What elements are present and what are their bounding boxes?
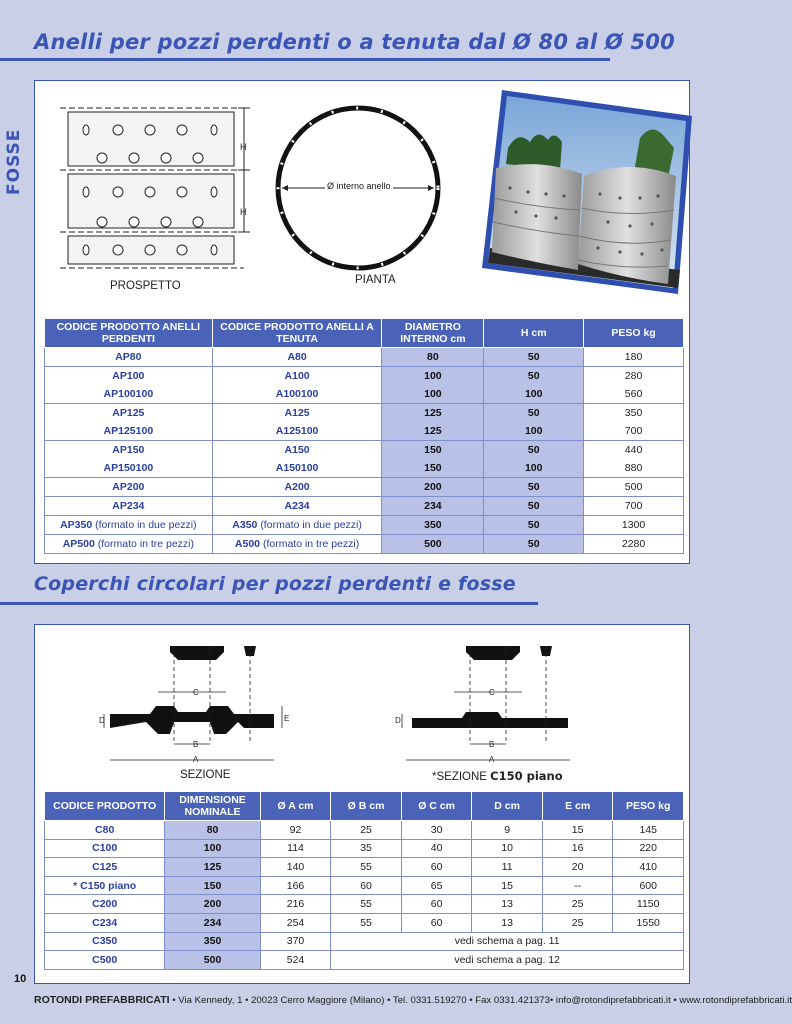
table-row	[45, 404, 684, 441]
cell-a: 92	[260, 821, 331, 840]
cell-a: 254	[260, 913, 331, 932]
rings-photo	[480, 88, 700, 296]
table-row	[45, 858, 684, 877]
cell-value: AP500	[62, 538, 95, 550]
rings-table-header	[45, 319, 684, 348]
cell-diam	[382, 367, 484, 404]
col-header: D cm	[472, 792, 543, 821]
cell-diam	[382, 535, 484, 554]
cell-value: AP125100	[103, 425, 154, 437]
h-label-2: H	[240, 207, 247, 217]
cell-value: A125100	[275, 425, 319, 437]
cell-value: 100	[524, 425, 543, 437]
dim-d-label: D	[99, 716, 105, 725]
cell-dim: 500	[165, 951, 260, 970]
cell-note: (formato in due pezzi)	[95, 519, 197, 531]
cell-value: 2280	[621, 538, 646, 550]
cell-perd	[45, 535, 213, 554]
cell-h	[484, 497, 584, 516]
cell-peso	[584, 441, 684, 478]
cell-d: 15	[472, 876, 543, 895]
table-row	[45, 535, 684, 554]
cell-ten	[212, 516, 382, 535]
cell-e: 20	[542, 858, 613, 877]
cell-value: 1300	[621, 519, 646, 531]
cell-line	[217, 516, 378, 534]
cell-value: 125	[424, 425, 442, 437]
cell-value: AP150100	[103, 462, 154, 474]
cell-code: C125	[45, 858, 165, 877]
cell-value: 50	[527, 481, 540, 493]
cell-note: vedi schema a pag. 12	[331, 951, 684, 970]
cell-d: 11	[472, 858, 543, 877]
cell-value: AP234	[112, 500, 145, 512]
cell-e: 25	[542, 913, 613, 932]
table-row	[45, 895, 684, 914]
cell-value: A125	[284, 407, 310, 419]
cell-ten	[212, 497, 382, 516]
cell-value: 50	[527, 500, 540, 512]
cell-value: A500	[234, 538, 261, 550]
cell-peso	[584, 497, 684, 516]
dim-c-label: C	[193, 688, 199, 697]
cell-ten	[212, 441, 382, 478]
cell-d: 10	[472, 839, 543, 858]
cell-perd	[45, 367, 213, 404]
cell-value: 500	[424, 538, 442, 550]
col-header: PESO kg	[613, 792, 684, 821]
col-header: CODICE PRODOTTO ANELLI A TENUTA	[212, 319, 382, 348]
cell-value: 100	[424, 388, 442, 400]
section-underline	[0, 602, 538, 605]
dim-e-label: E	[284, 714, 290, 723]
cell-diam	[382, 478, 484, 497]
cell-h	[484, 404, 584, 441]
cell-value: 50	[527, 444, 540, 456]
page-title: Anelli per pozzi perdenti o a tenuta dal Ø 80 al Ø 500	[34, 30, 675, 54]
cell-line	[49, 535, 208, 553]
cell-dim: 234	[165, 913, 260, 932]
cell-note: (formato in tre pezzi)	[97, 538, 195, 550]
cell-dim: 350	[165, 932, 260, 951]
company-details: • Via Kennedy, 1 • 20023 Cerro Maggiore (Milano) • Tel. 0331.519270 • Fax 0331.421373• info@rotondiprefabbricati.it • www.rotondiprefabbricati.it	[169, 995, 792, 1006]
prospetto-drawing	[58, 100, 258, 290]
dim-a-label-2: A	[489, 755, 495, 764]
cell-perd	[45, 404, 213, 441]
cell-value: AP200	[112, 481, 145, 493]
cell-value: A234	[284, 500, 310, 512]
cell-b: 60	[331, 876, 402, 895]
cell-b: 55	[331, 913, 402, 932]
cell-note: (formato in tre pezzi)	[262, 538, 360, 550]
cell-value: 100	[524, 462, 543, 474]
section-title: Coperchi circolari per pozzi perdenti e fosse	[34, 573, 516, 595]
table-row	[45, 821, 684, 840]
table-row	[45, 951, 684, 970]
cell-value: 50	[527, 407, 540, 419]
cell-value: 234	[424, 500, 442, 512]
cell-c: 30	[401, 821, 472, 840]
cell-ten	[212, 348, 382, 367]
cell-ten	[212, 535, 382, 554]
cell-a: 216	[260, 895, 331, 914]
cell-peso	[584, 367, 684, 404]
cell-diam	[382, 441, 484, 478]
cell-ten	[212, 367, 382, 404]
table-row	[45, 441, 684, 478]
cell-code: C234	[45, 913, 165, 932]
cell-a: 166	[260, 876, 331, 895]
cell-diam	[382, 404, 484, 441]
cell-peso: 145	[613, 821, 684, 840]
cell-note: vedi schema a pag. 11	[331, 932, 684, 951]
col-header: H cm	[484, 319, 584, 348]
col-header: Ø C cm	[401, 792, 472, 821]
cell-value: 180	[624, 351, 643, 363]
cell-value: 500	[624, 481, 643, 493]
cell-peso	[584, 478, 684, 497]
table-row	[45, 478, 684, 497]
dim-b-label-2: B	[489, 740, 495, 749]
col-header: PESO kg	[584, 319, 684, 348]
cell-value: AP350	[60, 519, 93, 531]
title-underline	[0, 58, 610, 61]
cell-h	[484, 367, 584, 404]
cell-code: * C150 piano	[45, 876, 165, 895]
cell-b: 25	[331, 821, 402, 840]
prospetto-label: PROSPETTO	[110, 280, 181, 292]
cell-h	[484, 535, 584, 554]
cell-e: --	[542, 876, 613, 895]
cell-peso	[584, 516, 684, 535]
cell-diam	[382, 348, 484, 367]
cell-value: 150	[424, 462, 442, 474]
col-header: CODICE PRODOTTO	[45, 792, 165, 821]
table-row	[45, 497, 684, 516]
cell-c: 60	[401, 895, 472, 914]
cell-ten	[212, 404, 382, 441]
cell-peso: 1550	[613, 913, 684, 932]
cell-h	[484, 478, 584, 497]
cell-e: 25	[542, 895, 613, 914]
cell-peso: 410	[613, 858, 684, 877]
table-row	[45, 516, 684, 535]
rings-table	[44, 318, 684, 554]
company-name: ROTONDI PREFABBRICATI	[34, 994, 170, 1006]
cell-value: A100100	[275, 388, 319, 400]
cell-e: 15	[542, 821, 613, 840]
col-header: Ø A cm	[260, 792, 331, 821]
cell-h	[484, 441, 584, 478]
cell-c: 60	[401, 913, 472, 932]
cell-value: 50	[527, 351, 540, 363]
side-label: FOSSE	[4, 128, 24, 195]
col-header: DIMENSIONE NOMINALE	[165, 792, 260, 821]
covers-table	[44, 791, 684, 970]
cell-code: C80	[45, 821, 165, 840]
cell-value: A350	[232, 519, 258, 531]
cell-perd	[45, 516, 213, 535]
cell-perd	[45, 441, 213, 478]
cell-value: A150100	[275, 462, 319, 474]
sezione-c150-label	[432, 769, 563, 783]
cell-e: 16	[542, 839, 613, 858]
cell-value: 50	[527, 538, 540, 550]
cell-value: A80	[287, 351, 307, 363]
cell-value: 50	[527, 370, 540, 382]
cell-c: 40	[401, 839, 472, 858]
cell-code: C350	[45, 932, 165, 951]
cell-value: 150	[424, 444, 442, 456]
cell-value: 200	[424, 481, 442, 493]
cell-dim: 125	[165, 858, 260, 877]
cell-peso: 1150	[613, 895, 684, 914]
cell-value: 50	[527, 519, 540, 531]
table-row	[45, 839, 684, 858]
cell-perd	[45, 478, 213, 497]
col-header: Ø B cm	[331, 792, 402, 821]
col-header: DIAMETRO INTERNO cm	[382, 319, 484, 348]
cell-value: 280	[624, 370, 643, 382]
cell-value: A150	[284, 444, 310, 456]
table-row	[45, 876, 684, 895]
cell-peso: 600	[613, 876, 684, 895]
cell-b: 35	[331, 839, 402, 858]
cell-d: 13	[472, 913, 543, 932]
table-row	[45, 367, 684, 404]
cell-value: 350	[624, 407, 643, 419]
covers-table-header	[45, 792, 684, 821]
table-row	[45, 913, 684, 932]
footer	[34, 994, 792, 1006]
cell-ten	[212, 478, 382, 497]
cell-b: 55	[331, 895, 402, 914]
sezione-drawing	[96, 642, 286, 772]
cell-d: 9	[472, 821, 543, 840]
cell-perd	[45, 497, 213, 516]
dim-b-label: B	[193, 740, 199, 749]
table-row	[45, 932, 684, 951]
sezione-c150-bold: C150 piano	[490, 769, 563, 783]
cell-a: 524	[260, 951, 331, 970]
cell-peso	[584, 348, 684, 367]
cell-value: AP100	[112, 370, 145, 382]
sezione-c150-prefix: *SEZIONE	[432, 771, 487, 783]
cell-value: AP150	[112, 444, 145, 456]
h-label-1: H	[240, 142, 247, 152]
col-header: CODICE PRODOTTO ANELLI PERDENTI	[45, 319, 213, 348]
dim-c-label-2: C	[489, 688, 495, 697]
cell-value: A200	[284, 481, 310, 493]
cell-note: (formato in due pezzi)	[260, 519, 362, 531]
cell-value: AP100100	[103, 388, 154, 400]
cell-dim: 100	[165, 839, 260, 858]
cell-perd	[45, 348, 213, 367]
cell-value: 560	[624, 388, 643, 400]
cell-c: 65	[401, 876, 472, 895]
cell-peso	[584, 535, 684, 554]
cell-b: 55	[331, 858, 402, 877]
cell-d: 13	[472, 895, 543, 914]
cell-code: C100	[45, 839, 165, 858]
col-header: E cm	[542, 792, 613, 821]
cell-code: C500	[45, 951, 165, 970]
cell-a: 370	[260, 932, 331, 951]
cell-dim: 80	[165, 821, 260, 840]
cell-value: AP80	[115, 351, 142, 363]
sezione-c150-drawing	[392, 642, 582, 772]
page-number: 10	[14, 973, 27, 985]
diameter-label: Ø interno anello	[327, 181, 391, 191]
cell-dim: 150	[165, 876, 260, 895]
dim-a-label: A	[193, 755, 199, 764]
cell-value: 100	[524, 388, 543, 400]
sezione-label: SEZIONE	[180, 769, 231, 781]
cell-dim: 200	[165, 895, 260, 914]
cell-diam	[382, 497, 484, 516]
cell-h	[484, 348, 584, 367]
cell-value: A100	[284, 370, 310, 382]
cell-line	[49, 516, 208, 534]
cell-c: 60	[401, 858, 472, 877]
table-row	[45, 348, 684, 367]
cell-h	[484, 516, 584, 535]
cell-value: 440	[624, 444, 643, 456]
cell-a: 140	[260, 858, 331, 877]
pianta-label: PIANTA	[355, 274, 396, 286]
cell-value: 880	[624, 462, 643, 474]
dim-d-label-2: D	[395, 716, 401, 725]
cell-code: C200	[45, 895, 165, 914]
cell-peso: 220	[613, 839, 684, 858]
cell-value: 350	[424, 519, 442, 531]
cell-value: 700	[624, 425, 643, 437]
cell-a: 114	[260, 839, 331, 858]
cell-value: AP125	[112, 407, 145, 419]
cell-value: 700	[624, 500, 643, 512]
cell-value: 125	[424, 407, 442, 419]
cell-value: 100	[424, 370, 442, 382]
cell-line	[217, 535, 378, 553]
cell-peso	[584, 404, 684, 441]
cell-diam	[382, 516, 484, 535]
cell-value: 80	[427, 351, 439, 363]
